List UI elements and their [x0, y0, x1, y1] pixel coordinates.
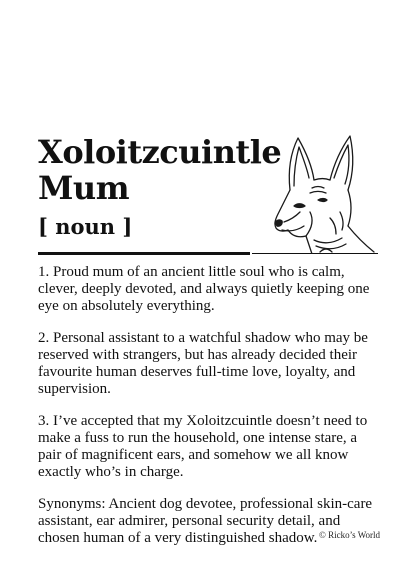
definition-2: 2. Personal assistant to a watchful shadow who may be reserved with strangers, but has already decided their favourite human deserves full-time love, loyalty, and supervision.: [38, 330, 368, 397]
definition-1: 1. Proud mum of an ancient little soul who is calm, clever, deeply devoted, and always quietly keeping one eye on absolutely everything.: [38, 264, 370, 314]
page-title: [38, 134, 281, 206]
xoloitzcuintle-dog-icon: [270, 132, 382, 254]
synonyms: Synonyms: Ancient dog devotee, professional skin-care assistant, ear admirer, personal security detail, and chosen human of a very distinguished shadow.: [38, 496, 373, 546]
title-line-2: Mum: [38, 169, 130, 207]
definitions-list: [38, 264, 382, 562]
title-line-1: Xoloitzcuintle: [38, 133, 282, 171]
copyright-notice: © Ricko’s World: [319, 530, 380, 540]
definition-3: 3. I’ve accepted that my Xoloitzcuintle doesn’t need to make a fuss to run the household, one intense stare, a pair of magnificent ears, and somehow we all know exactly who’s in charge.: [38, 413, 368, 480]
part-of-speech: [ noun ]: [38, 214, 133, 239]
title-underline-thick: [38, 252, 250, 255]
